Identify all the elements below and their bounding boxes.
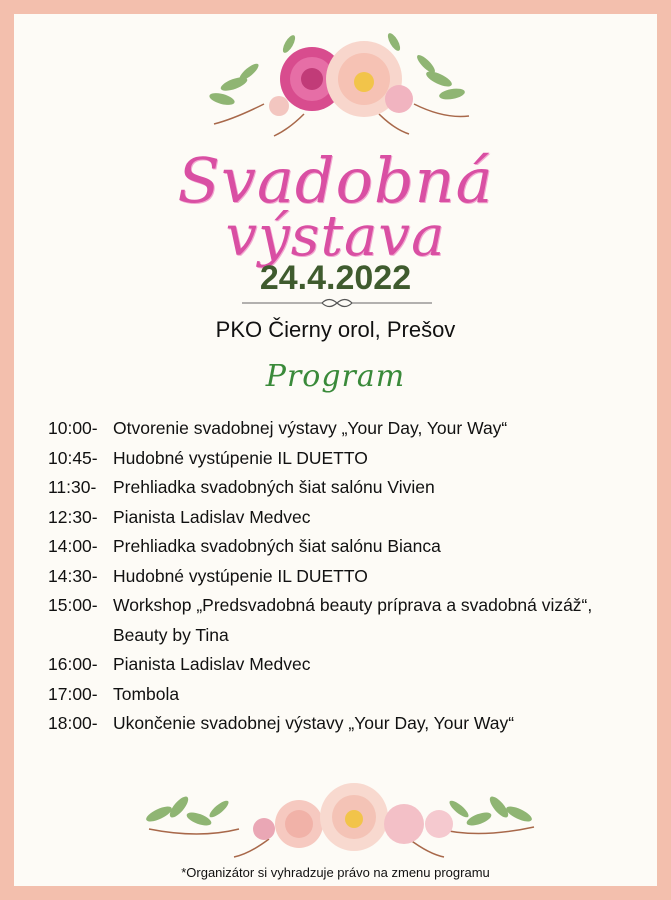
schedule-item	[48, 650, 648, 680]
schedule-time: 14:00-	[48, 536, 98, 556]
bottom-floral-illustration	[139, 769, 539, 859]
top-floral-illustration	[194, 24, 484, 139]
poster	[14, 14, 657, 886]
footnote: *Organizátor si vyhradzuje právo na zmenu programu	[181, 865, 490, 880]
schedule-time: 11:30-	[48, 477, 97, 497]
schedule-time: 15:00-	[48, 595, 98, 615]
schedule-item	[48, 473, 648, 503]
schedule-item	[48, 621, 648, 651]
schedule-text: Hudobné vystúpenie IL DUETTO	[113, 447, 368, 468]
schedule-item	[48, 709, 648, 739]
schedule-text: Pianista Ladislav Medvec	[113, 506, 311, 527]
schedule-time	[48, 621, 113, 651]
schedule-text: Tombola	[113, 683, 180, 704]
event-date: 24.4.2022	[259, 259, 412, 297]
program-heading: Program	[265, 359, 406, 394]
schedule-time: 18:00-	[48, 713, 98, 733]
schedule-text: Pianista Ladislav Medvec	[113, 654, 311, 674]
schedule-time: 10:45-	[48, 447, 98, 468]
schedule-text: Prehliadka svadobných šiat salónu Bianca	[113, 536, 441, 556]
schedule-time: 10:00-	[48, 418, 98, 438]
schedule-time: 16:00-	[48, 654, 98, 674]
schedule-text: Beauty by Tina	[113, 624, 229, 645]
title-line-1: Svadobná	[177, 144, 494, 217]
schedule-text: Workshop „Predsvadobná beauty príprava a svadobná vizáž“,	[113, 595, 593, 615]
schedule-item	[48, 562, 648, 592]
schedule-item	[48, 532, 648, 562]
schedule-text: Ukončenie svadobnej výstavy „Your Day, Your Way“	[113, 713, 515, 733]
schedule-time: 17:00-	[48, 683, 98, 704]
schedule-time: 14:30-	[48, 565, 98, 586]
schedule-text: Otvorenie svadobnej výstavy „Your Day, Your Way“	[113, 418, 508, 438]
title-line-2: výstava	[225, 204, 446, 269]
ornamental-divider	[242, 296, 432, 310]
program-schedule	[48, 414, 648, 739]
schedule-item	[48, 503, 648, 533]
schedule-text: Hudobné vystúpenie IL DUETTO	[113, 565, 368, 586]
venue: PKO Čierny orol, Prešov	[215, 317, 456, 342]
schedule-text: Prehliadka svadobných šiat salónu Vivien	[113, 477, 435, 497]
schedule-item	[48, 680, 648, 710]
schedule-item	[48, 591, 648, 621]
schedule-item	[48, 444, 648, 474]
schedule-time: 12:30-	[48, 506, 98, 527]
schedule-item	[48, 414, 648, 444]
